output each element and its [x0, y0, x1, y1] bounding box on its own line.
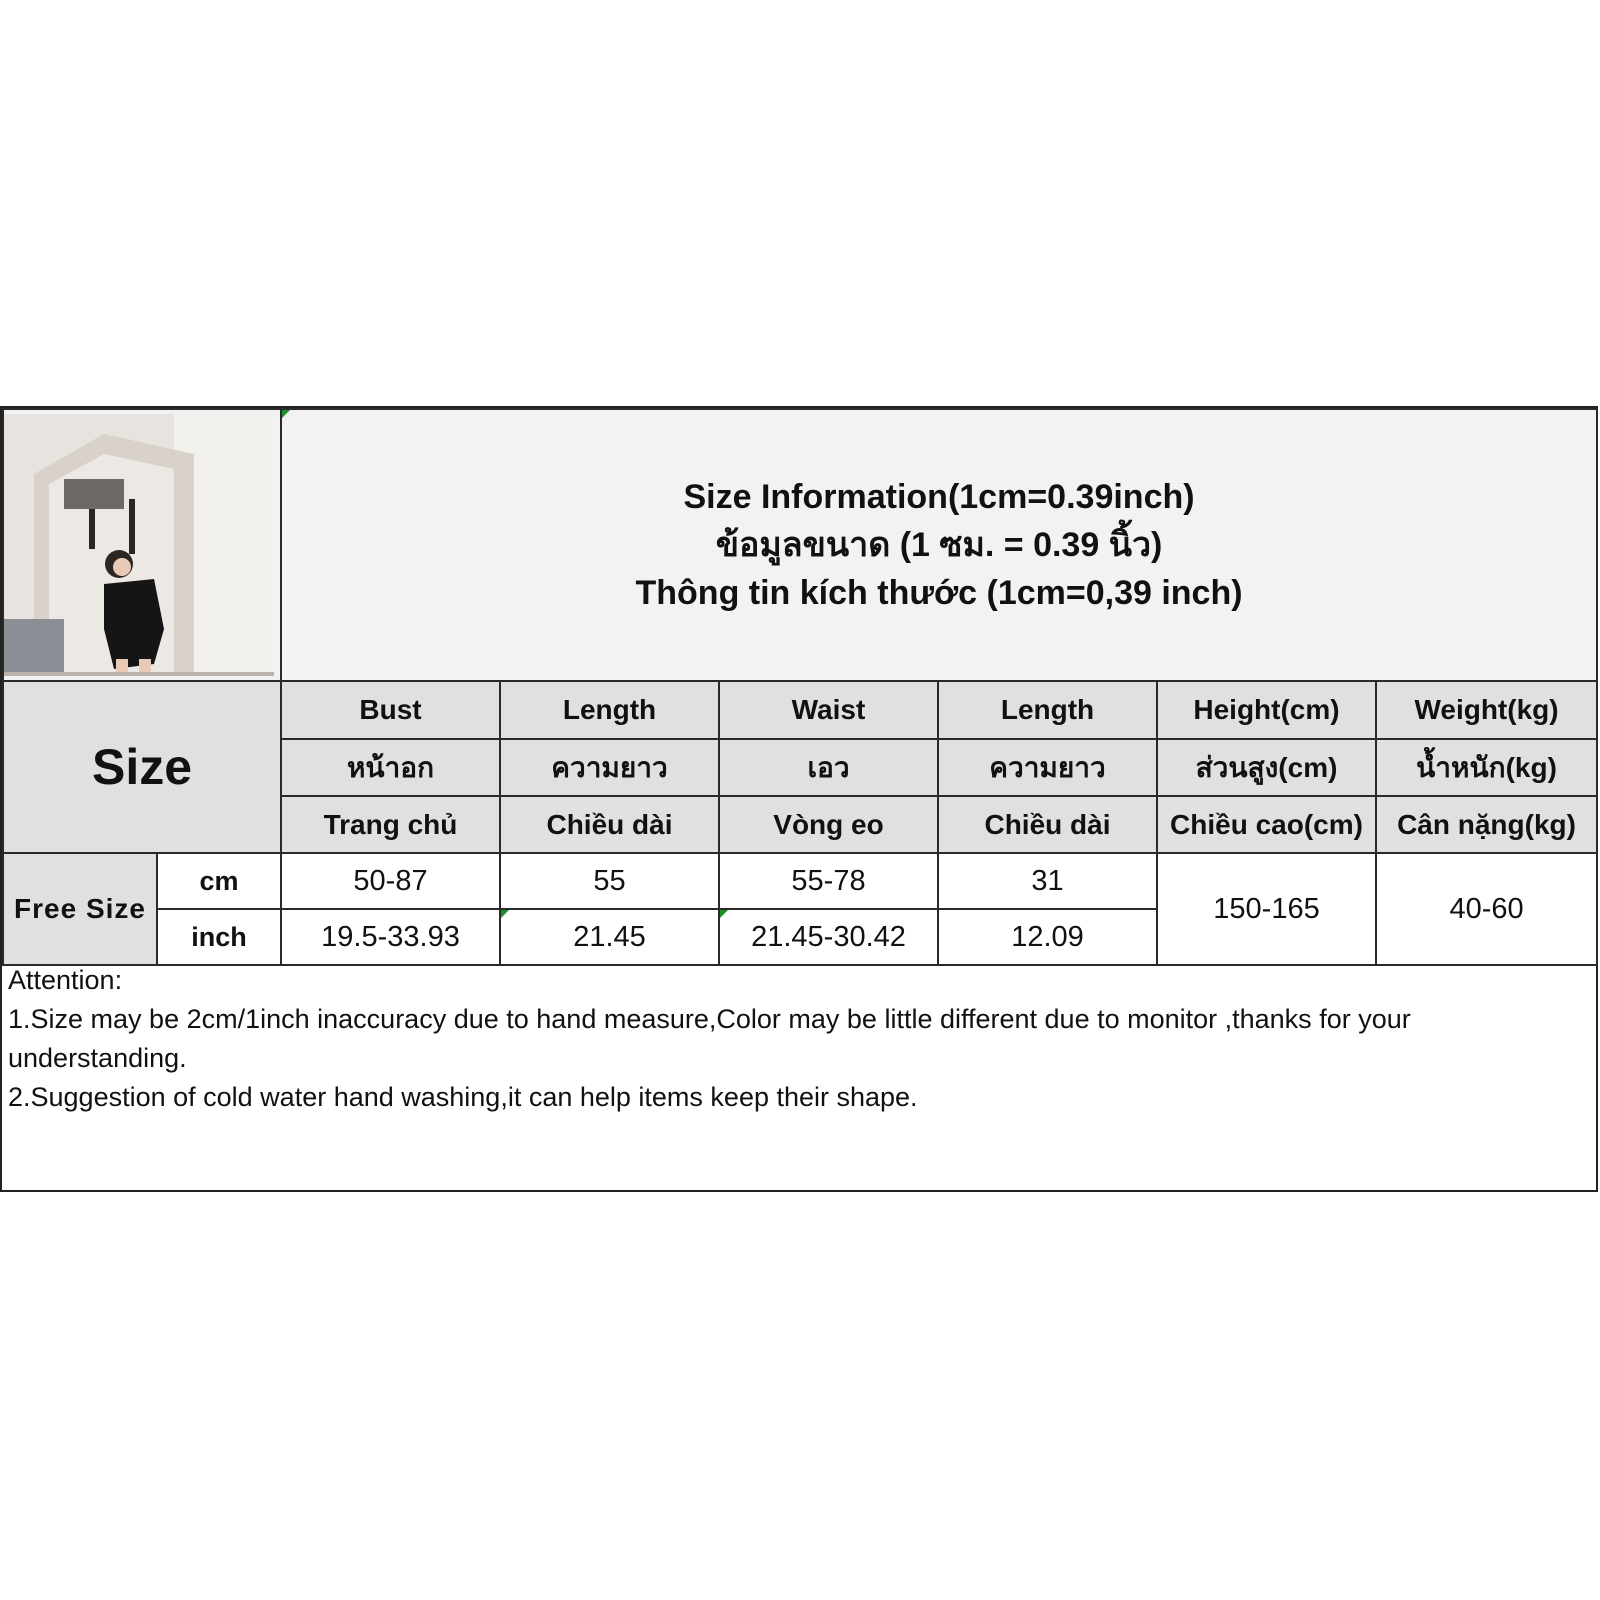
weight-range: 40-60: [1376, 853, 1597, 965]
height-range: 150-165: [1157, 853, 1376, 965]
corner-marker: [282, 410, 290, 418]
corner-marker: [501, 910, 509, 918]
cm-length2: 31: [938, 853, 1157, 909]
corner-marker: [720, 910, 728, 918]
cm-bust: 50-87: [281, 853, 500, 909]
size-chart-sheet: [0, 406, 1598, 1192]
header-weight-vi: Cân nặng(kg): [1376, 796, 1597, 853]
title-english: Size Information(1cm=0.39inch): [683, 478, 1195, 516]
title-thai: ข้อมูลขนาด (1 ซม. = 0.39 นิ้ว): [715, 526, 1163, 564]
header-waist-th: เอว: [719, 739, 938, 796]
inch-length-value: 21.45: [573, 920, 646, 953]
size-label: Size: [3, 681, 281, 853]
title-vietnamese: Thông tin kích thước (1cm=0,39 inch): [635, 574, 1243, 612]
header-length2-vi: Chiều dài: [938, 796, 1157, 853]
header-weight-th: น้ำหนัก(kg): [1376, 739, 1597, 796]
cm-waist: 55-78: [719, 853, 938, 909]
header-waist-en: Waist: [719, 681, 938, 739]
header-weight-en: Weight(kg): [1376, 681, 1597, 739]
inch-bust: 19.5-33.93: [281, 909, 500, 965]
product-photo-cell: [3, 409, 281, 681]
inch-length: [500, 909, 719, 965]
unit-cm: cm: [157, 853, 281, 909]
header-height-th: ส่วนสูง(cm): [1157, 739, 1376, 796]
header-length2-en: Length: [938, 681, 1157, 739]
inch-waist-value: 21.45-30.42: [751, 920, 906, 953]
header-length2-th: ความยาว: [938, 739, 1157, 796]
inch-waist: [719, 909, 938, 965]
inch-length2: 12.09: [938, 909, 1157, 965]
title-cell: [281, 409, 1597, 681]
header-length-en: Length: [500, 681, 719, 739]
notes-line-1: 1.Size may be 2cm/1inch inaccuracy due to hand measure,Color may be little different due to monitor ,thanks for your understanding.: [8, 1004, 1411, 1073]
header-waist-vi: Vòng eo: [719, 796, 938, 853]
notes-line-2: 2.Suggestion of cold water hand washing,it can help items keep their shape.: [8, 1082, 918, 1112]
header-bust-th: หน้าอก: [281, 739, 500, 796]
header-length-th: ความยาว: [500, 739, 719, 796]
header-height-en: Height(cm): [1157, 681, 1376, 739]
model-photo-icon: [4, 414, 274, 676]
size-table: [2, 408, 1598, 966]
model-photo: [4, 414, 274, 676]
notes-heading: Attention:: [8, 965, 123, 995]
free-size-label: Free Size: [3, 853, 157, 965]
cm-length: 55: [500, 853, 719, 909]
attention-notes: [8, 961, 1588, 1117]
header-bust-vi: Trang chủ: [281, 796, 500, 853]
unit-inch: inch: [157, 909, 281, 965]
header-height-vi: Chiều cao(cm): [1157, 796, 1376, 853]
header-bust-en: Bust: [281, 681, 500, 739]
header-length-vi: Chiều dài: [500, 796, 719, 853]
